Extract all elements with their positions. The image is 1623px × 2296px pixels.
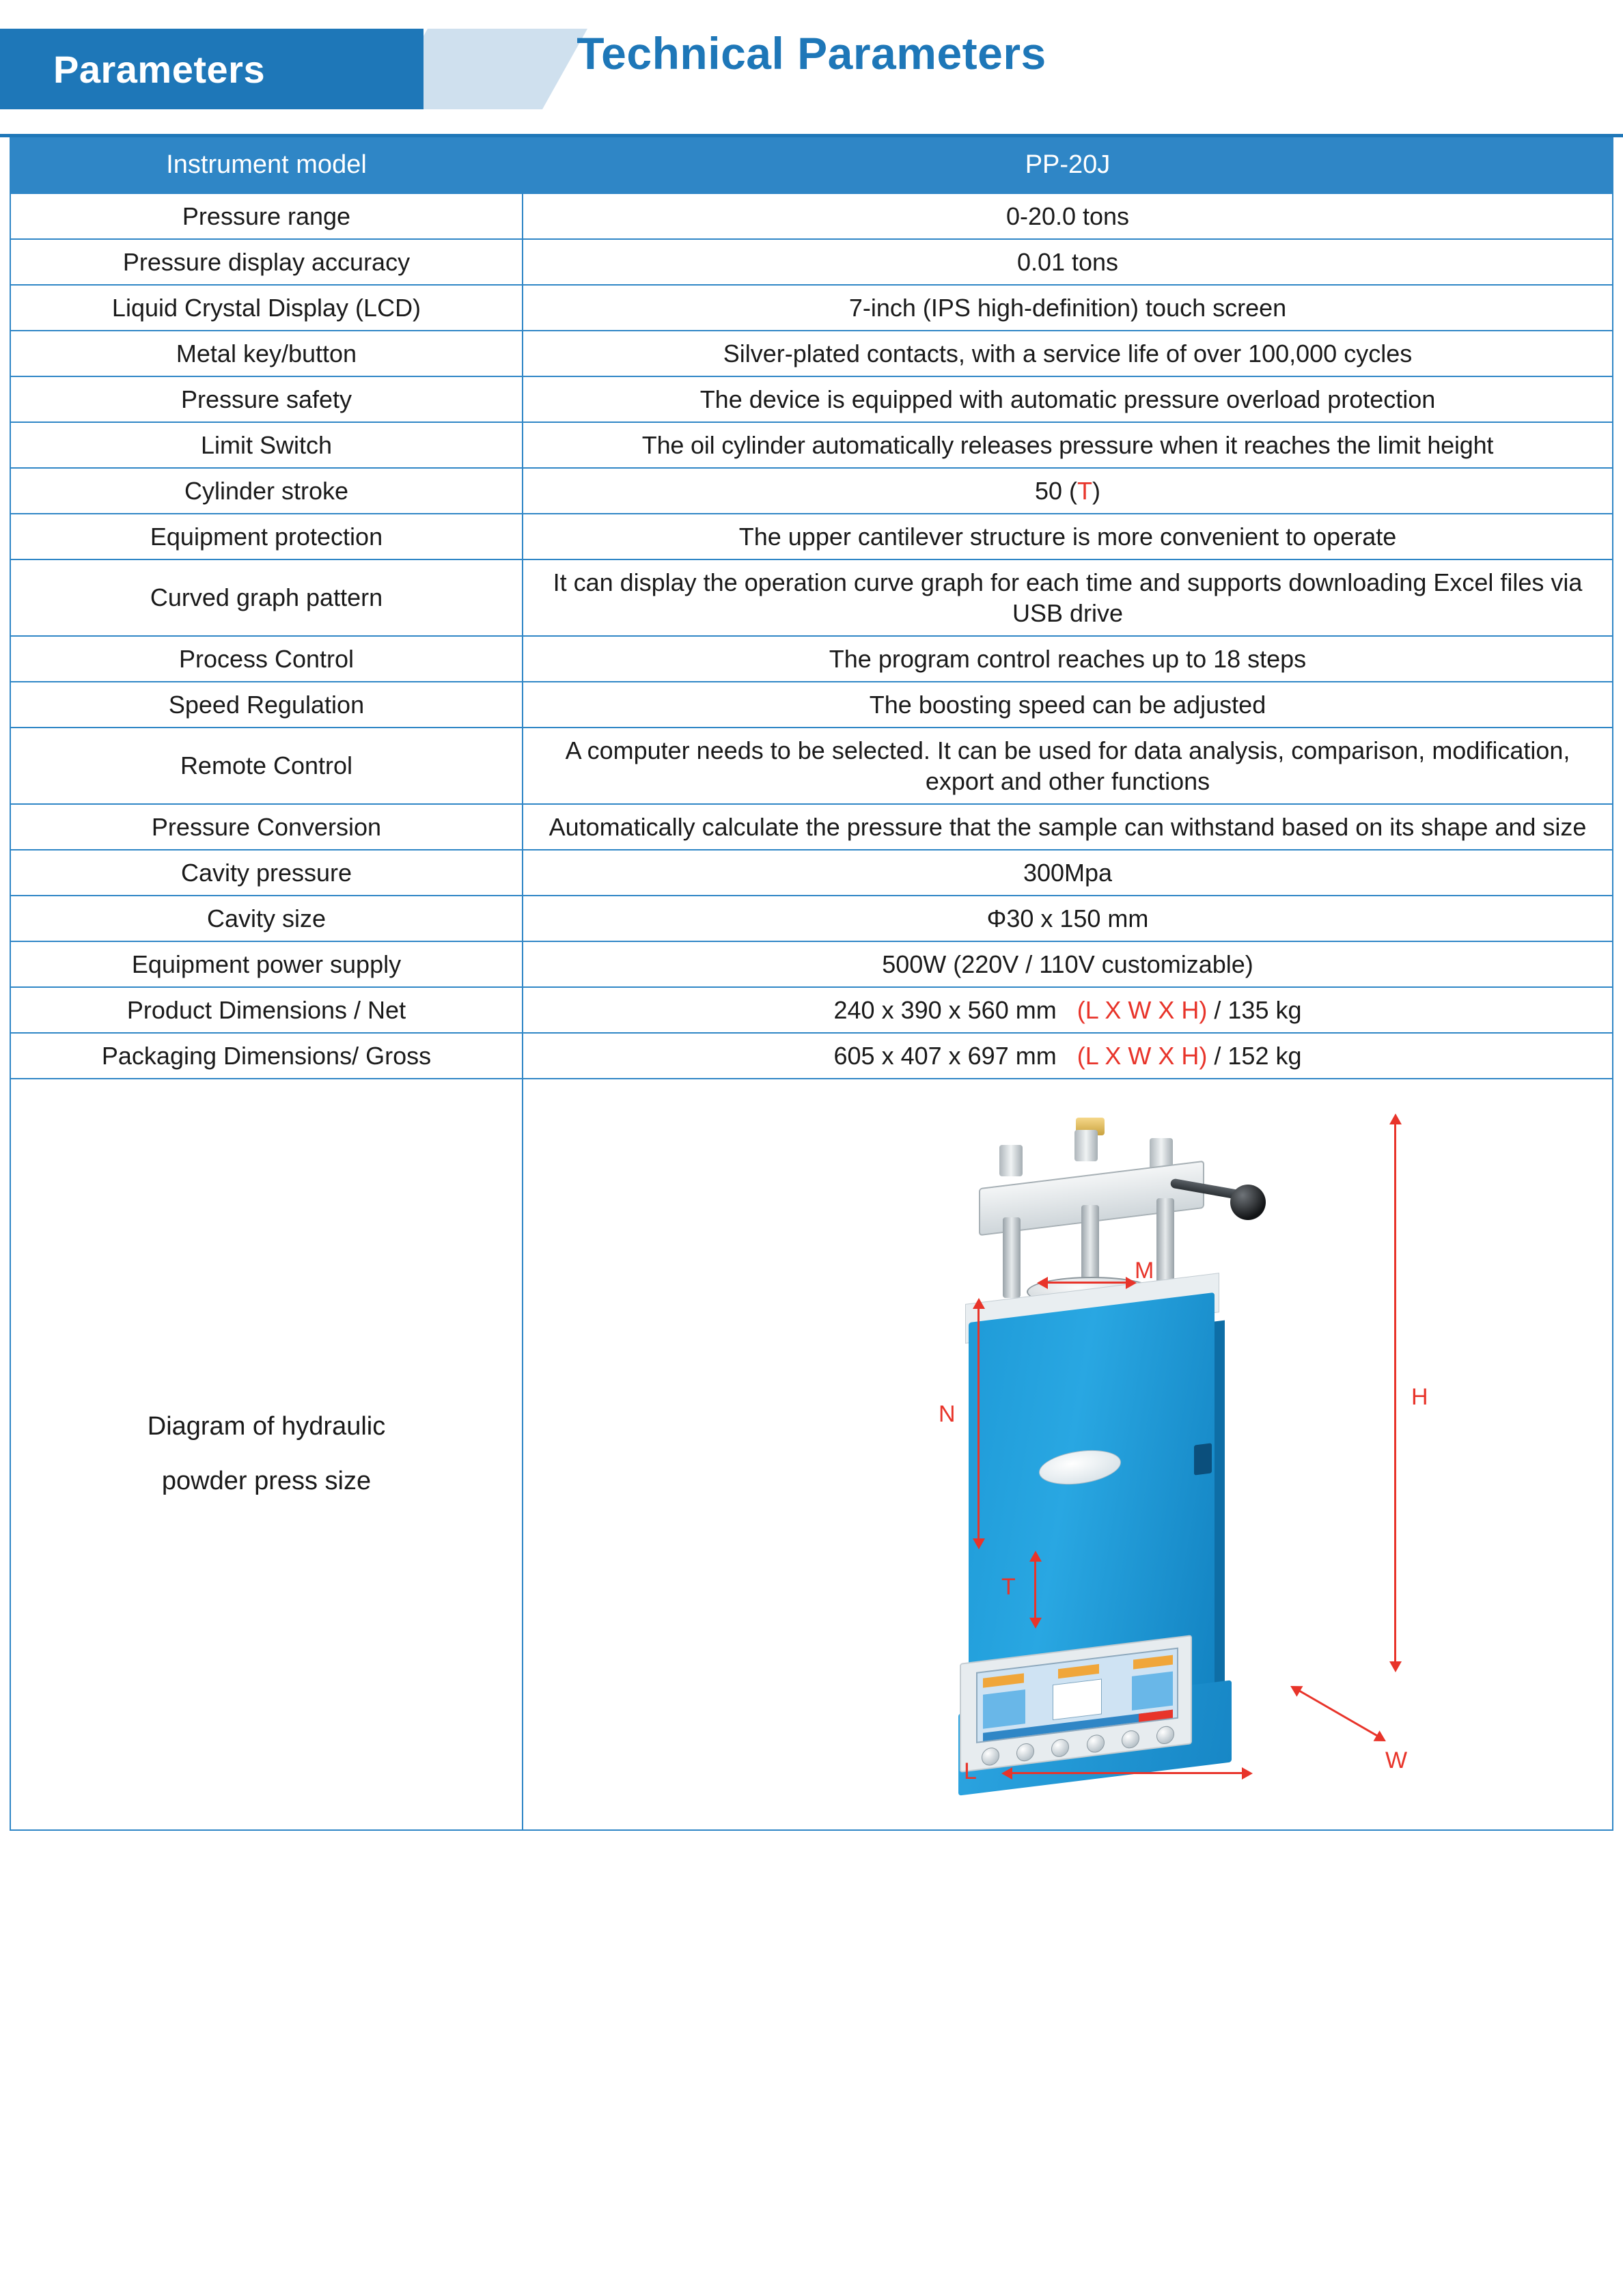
dim-m-label: M: [1135, 1257, 1154, 1284]
dimension-legend: (L X W X H): [1077, 995, 1208, 1024]
screen-panel-center: [1053, 1678, 1102, 1720]
row-value: 300Mpa: [523, 850, 1613, 896]
row-value: The upper cantilever structure is more convenient to operate: [523, 514, 1613, 559]
machine-diagram: [523, 1082, 1612, 1827]
dim-l-arrow-left: [1001, 1767, 1012, 1780]
stroke-suffix: ): [1092, 476, 1101, 505]
dim-n-arrow-up: [973, 1298, 985, 1309]
table-row: [10, 896, 1613, 941]
row-label: Pressure display accuracy: [10, 239, 523, 285]
row-label: Pressure Conversion: [10, 804, 523, 850]
hydraulic-press-illustration: [856, 1103, 1279, 1806]
table-row: [10, 331, 1613, 376]
diagram-label-line-1: Diagram of hydraulic: [147, 1411, 386, 1441]
row-label: Pressure safety: [10, 376, 523, 422]
screen-stop-indicator: [1139, 1709, 1173, 1721]
dimension-weight: / 152 kg: [1207, 1041, 1302, 1070]
row-label: Product Dimensions / Net: [10, 987, 523, 1033]
page-header: [0, 0, 1623, 137]
row-label: Cavity size: [10, 896, 523, 941]
table-row: [10, 514, 1613, 559]
header-divider: [0, 134, 1623, 137]
row-value: Automatically calculate the pressure that the sample can withstand based on its shape and size: [523, 804, 1613, 850]
ram-stub-icon: [999, 1145, 1023, 1176]
row-value: Silver-plated contacts, with a service life of over 100,000 cycles: [523, 331, 1613, 376]
table-row: [10, 636, 1613, 682]
table-row: [10, 193, 1613, 239]
dim-h-arrow-up: [1389, 1114, 1402, 1124]
table-row: [10, 468, 1613, 514]
dimension-legend: (L X W X H): [1077, 1041, 1208, 1070]
dim-t-label: T: [1001, 1573, 1016, 1600]
dim-l-line: [1008, 1772, 1247, 1774]
panel-button-icon: [982, 1746, 999, 1766]
table-header-row: [10, 137, 1613, 193]
row-label: Equipment power supply: [10, 941, 523, 987]
ram-stub-icon: [1074, 1130, 1098, 1161]
table-row: [10, 850, 1613, 896]
row-value: 500W (220V / 110V customizable): [523, 941, 1613, 987]
row-label: Limit Switch: [10, 422, 523, 468]
dim-w-arrow-start: [1288, 1680, 1303, 1697]
row-value: Φ30 x 150 mm: [523, 896, 1613, 941]
dim-w-label: W: [1385, 1747, 1408, 1773]
header-tab-label: Parameters: [53, 47, 266, 91]
row-value: The boosting speed can be adjusted: [523, 682, 1613, 728]
dim-w-line: [1294, 1687, 1381, 1739]
row-label: Remote Control: [10, 728, 523, 804]
dim-l-arrow-right: [1242, 1767, 1253, 1780]
panel-button-icon: [1122, 1729, 1139, 1749]
stroke-prefix: 50 (: [1034, 476, 1078, 505]
table-row: [10, 285, 1613, 331]
page-title: Technical Parameters: [577, 28, 1046, 79]
diagram-label-line-2: powder press size: [161, 1466, 372, 1495]
dim-w-arrow-end: [1374, 1730, 1389, 1747]
row-value: A computer needs to be selected. It can be used for data analysis, comparison, modification, export and other functions: [523, 728, 1613, 804]
dim-n-line: [977, 1308, 980, 1540]
row-value: The oil cylinder automatically releases pressure when it reaches the limit height: [523, 422, 1613, 468]
table-row: [10, 376, 1613, 422]
table-row: [10, 682, 1613, 728]
row-label: Speed Regulation: [10, 682, 523, 728]
table-row: [10, 941, 1613, 987]
dim-m-arrow-left: [1037, 1277, 1048, 1289]
press-post-icon: [1081, 1205, 1099, 1288]
dim-m-line: [1042, 1282, 1131, 1284]
row-label: Cylinder stroke: [10, 468, 523, 514]
screen-button: [983, 1673, 1024, 1687]
row-label: Process Control: [10, 636, 523, 682]
panel-button-icon: [1051, 1738, 1069, 1758]
row-label: Metal key/button: [10, 331, 523, 376]
table-header-value: PP-20J: [523, 137, 1613, 193]
stroke-red-token: T: [1077, 476, 1093, 505]
table-row: [10, 239, 1613, 285]
row-label: Curved graph pattern: [10, 559, 523, 636]
dimension-value: 240 x 390 x 560 mm: [833, 995, 1057, 1024]
press-post-icon: [1003, 1217, 1021, 1298]
row-value: 0.01 tons: [523, 239, 1613, 285]
screen-panel-right: [1132, 1671, 1173, 1710]
diagram-cell: [523, 1079, 1613, 1830]
lever-knob-icon: [1230, 1185, 1266, 1220]
panel-button-icon: [1156, 1725, 1174, 1745]
screen-panel-left: [983, 1689, 1025, 1729]
table-row: [10, 987, 1613, 1033]
row-label: Pressure range: [10, 193, 523, 239]
diagram-row: [10, 1079, 1613, 1830]
row-label: Equipment protection: [10, 514, 523, 559]
row-value: It can display the operation curve graph for each time and supports downloading Excel files via USB drive: [523, 559, 1613, 636]
dimension-value: 605 x 407 x 697 mm: [833, 1041, 1057, 1070]
row-label: Cavity pressure: [10, 850, 523, 896]
row-value: [523, 987, 1613, 1033]
row-value: 7-inch (IPS high-definition) touch screen: [523, 285, 1613, 331]
panel-button-icon: [1016, 1742, 1034, 1762]
specs-table: [10, 137, 1613, 1831]
row-value: 0-20.0 tons: [523, 193, 1613, 239]
table-row: [10, 1033, 1613, 1079]
dim-h-arrow-down: [1389, 1661, 1402, 1672]
row-value: The device is equipped with automatic pressure overload protection: [523, 376, 1613, 422]
dim-h-label: H: [1411, 1383, 1428, 1410]
panel-button-icon: [1087, 1733, 1105, 1753]
screen-button: [1058, 1663, 1099, 1678]
table-row: [10, 804, 1613, 850]
row-label: Liquid Crystal Display (LCD): [10, 285, 523, 331]
dim-n-label: N: [939, 1400, 956, 1427]
screen-button: [1133, 1655, 1173, 1669]
table-row: [10, 559, 1613, 636]
row-value: The program control reaches up to 18 steps: [523, 636, 1613, 682]
dimension-weight: / 135 kg: [1207, 995, 1302, 1024]
dim-t-line: [1034, 1560, 1036, 1619]
row-value: [523, 1033, 1613, 1079]
diagram-row-label: [10, 1079, 523, 1830]
table-row: [10, 728, 1613, 804]
dim-l-label: L: [964, 1758, 977, 1784]
dim-h-line: [1394, 1123, 1396, 1663]
dim-t-arrow-down: [1029, 1618, 1042, 1629]
row-label: Packaging Dimensions/ Gross: [10, 1033, 523, 1079]
side-badge: [1194, 1443, 1212, 1475]
row-value: [523, 468, 1613, 514]
table-header-label: Instrument model: [10, 137, 523, 193]
dim-t-arrow-up: [1029, 1551, 1042, 1562]
dim-n-arrow-down: [973, 1538, 985, 1549]
table-row: [10, 422, 1613, 468]
